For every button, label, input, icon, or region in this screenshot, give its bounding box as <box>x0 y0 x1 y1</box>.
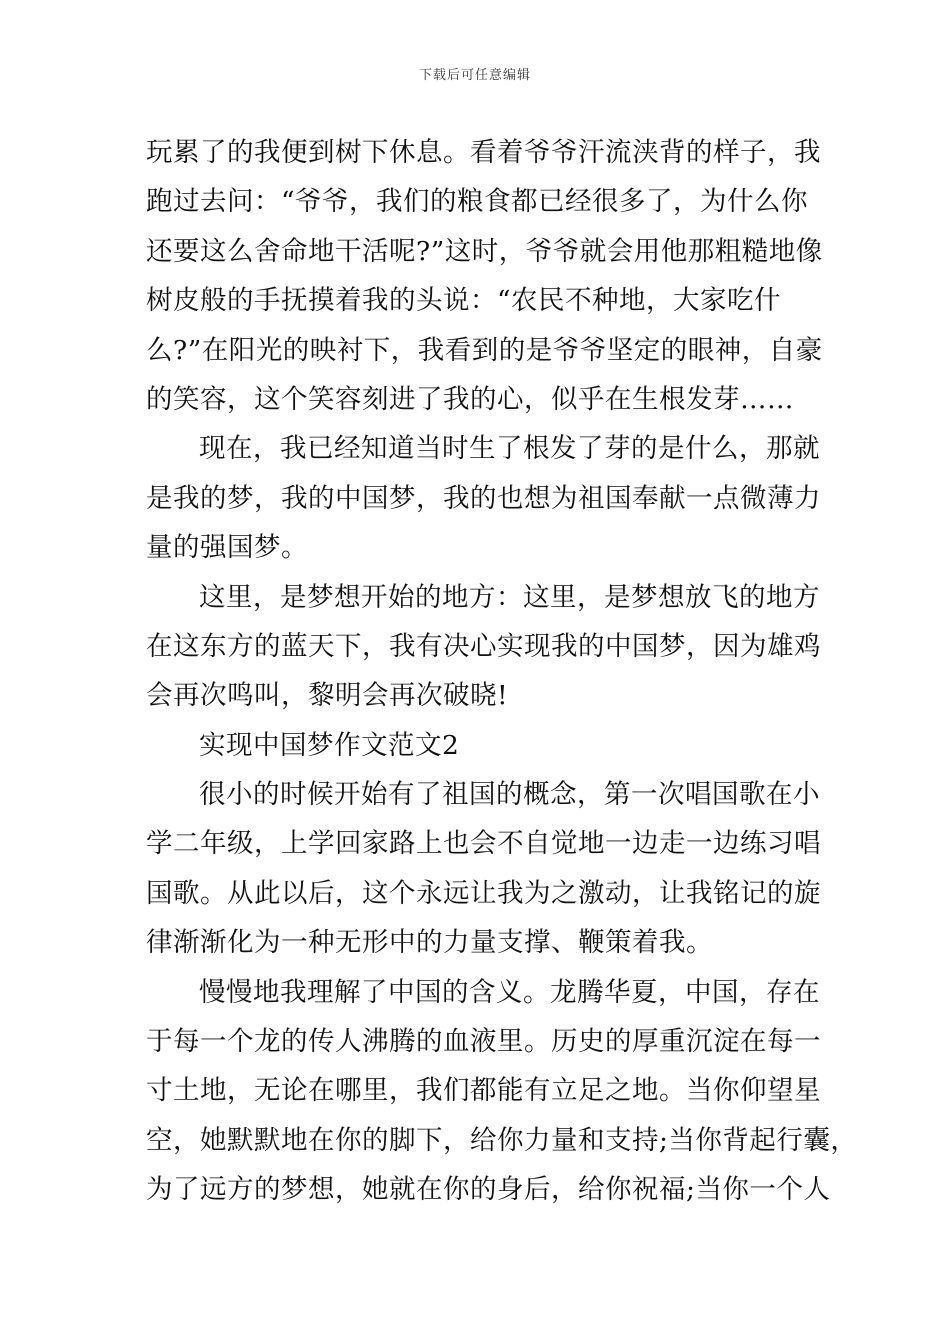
text-line: 还要这么舍命地干活呢?”这时，爷爷就会用他那粗糙地像 <box>146 235 823 267</box>
text-line: 会再次鸣叫，黎明会再次破晓! <box>146 680 509 712</box>
paragraph-start-line: 现在，我已经知道当时生了根发了芽的是什么，那就 <box>199 433 820 465</box>
text-line: 国歌。从此以后，这个永远让我为之激动，让我铭记的旋 <box>146 877 821 909</box>
text-line: 律渐渐化为一种无形中的力量支撑、鞭策着我。 <box>146 927 713 959</box>
text-line: 学二年级，上学回家路上也会不自觉地一边走一边练习唱 <box>146 828 821 860</box>
text-line: 的笑容，这个笑容刻进了我的心，似乎在生根发芽…… <box>146 383 794 415</box>
text-line: 空，她默默地在你的脚下，给你力量和支持;当你背起行囊， <box>146 1124 858 1156</box>
text-line: 么?”在阳光的映衬下，我看到的是爷爷坚定的眼神，自豪 <box>146 334 823 366</box>
text-line: 量的强国梦。 <box>146 532 308 564</box>
paragraph-start-line: 很小的时候开始有了祖国的概念，第一次唱国歌在小 <box>199 779 820 811</box>
section-title: 实现中国梦作文范文2 <box>199 729 460 761</box>
page-header: 下载后可任意编辑 <box>418 68 531 83</box>
text-line: 跑过去问：“爷爷，我们的粮食都已经很多了，为什么你 <box>146 186 809 218</box>
paragraph-start-line: 慢慢地我理解了中国的含义。龙腾华夏，中国，存在 <box>199 976 820 1008</box>
text-line: 树皮般的手抚摸着我的头说：“农民不种地，大家吃什 <box>146 285 782 317</box>
text-line: 为了远方的梦想，她就在你的身后，给你祝福;当你一个人 <box>146 1174 831 1206</box>
text-line: 是我的梦，我的中国梦，我的也想为祖国奉献一点微薄力 <box>146 482 821 514</box>
text-line: 于每一个龙的传人沸腾的血液里。历史的厚重沉淀在每一 <box>146 1026 821 1058</box>
text-line: 玩累了的我便到树下休息。看着爷爷汗流浃背的样子，我 <box>146 137 821 168</box>
text-line: 寸土地，无论在哪里，我们都能有立足之地。当你仰望星 <box>146 1075 821 1107</box>
document-body <box>146 128 858 1215</box>
paragraph-start-line: 这里，是梦想开始的地方：这里，是梦想放飞的地方 <box>199 581 820 613</box>
text-line: 在这东方的蓝天下，我有决心实现我的中国梦，因为雄鸡 <box>146 630 821 662</box>
